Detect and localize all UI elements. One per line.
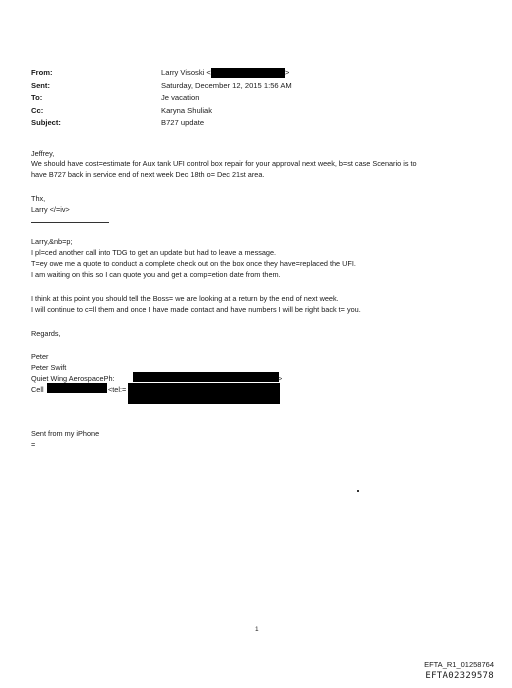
to-row	[31, 92, 292, 105]
separator-line	[31, 222, 109, 223]
sig-tel: <tel:=	[108, 385, 127, 394]
paragraph-line: have B727 back in service end of next week Dec 18th o= Dec 21st area.	[31, 170, 265, 179]
bates-id-1: EFTA_R1_01258764	[424, 660, 494, 669]
redaction-bar	[47, 383, 107, 393]
redaction-bar	[211, 68, 285, 78]
sig-peter-swift: Peter Swift	[31, 363, 67, 372]
sent-value: Saturday, December 12, 2015 1:56 AM	[161, 80, 292, 90]
to-label: To:	[31, 93, 43, 103]
bates-id-2: EFTA02329578	[425, 671, 494, 681]
greeting: Jeffrey,	[31, 149, 55, 158]
from-suffix: >	[284, 68, 290, 77]
paragraph-line: We should have cost=estimate for Aux tank UFI control box repair for your approval next week, b=st case Scenario is to	[31, 159, 417, 168]
subject-label: Subject:	[31, 118, 61, 128]
company-label: Quiet Wing AerospacePh:	[31, 374, 115, 383]
signature: Larry </=iv>	[31, 205, 70, 214]
sent-row	[31, 80, 292, 93]
sig-cell: Cell	[31, 385, 44, 394]
speck	[357, 490, 359, 492]
subject-row	[31, 117, 292, 130]
cc-value: Karyna Shuliak	[161, 105, 213, 115]
sent-from: Sent from my iPhone	[31, 429, 100, 438]
quoted-line: I will continue to c=ll them and once I have made contact and have numbers I will be right back t= you.	[31, 305, 361, 314]
from-name: Larry Visoski <	[161, 68, 211, 77]
redaction-bar	[128, 383, 280, 404]
trailing-eq: =	[31, 440, 36, 449]
from-value	[161, 67, 289, 80]
page-number: 1	[255, 626, 259, 633]
quoted-line: T=ey owe me a quote to conduct a complete check out on the box once they have=replaced the UFI.	[31, 259, 356, 268]
company-suffix: >	[278, 374, 283, 383]
redaction-bar	[133, 372, 279, 382]
cc-label: Cc:	[31, 105, 44, 115]
thx: Thx,	[31, 194, 46, 203]
quoted-line: I am waiting on this so I can quote you and get a comp=etion date from them.	[31, 270, 281, 279]
sig-peter: Peter	[31, 352, 49, 361]
sent-label: Sent:	[31, 80, 50, 90]
quoted-line: I pl=ced another call into TDG to get an update but had to leave a message.	[31, 248, 277, 257]
quoted-line: I think at this point you should tell the Boss= we are looking at a return by the end of next week.	[31, 294, 339, 303]
subject-value: B727 update	[161, 118, 205, 128]
from-label: From:	[31, 68, 53, 77]
email-header	[31, 67, 292, 130]
to-value: Je vacation	[161, 93, 200, 103]
cc-row	[31, 105, 292, 118]
from-row	[31, 67, 292, 80]
quoted-greeting: Larry,&nb=p;	[31, 237, 73, 246]
regards: Regards,	[31, 329, 61, 338]
